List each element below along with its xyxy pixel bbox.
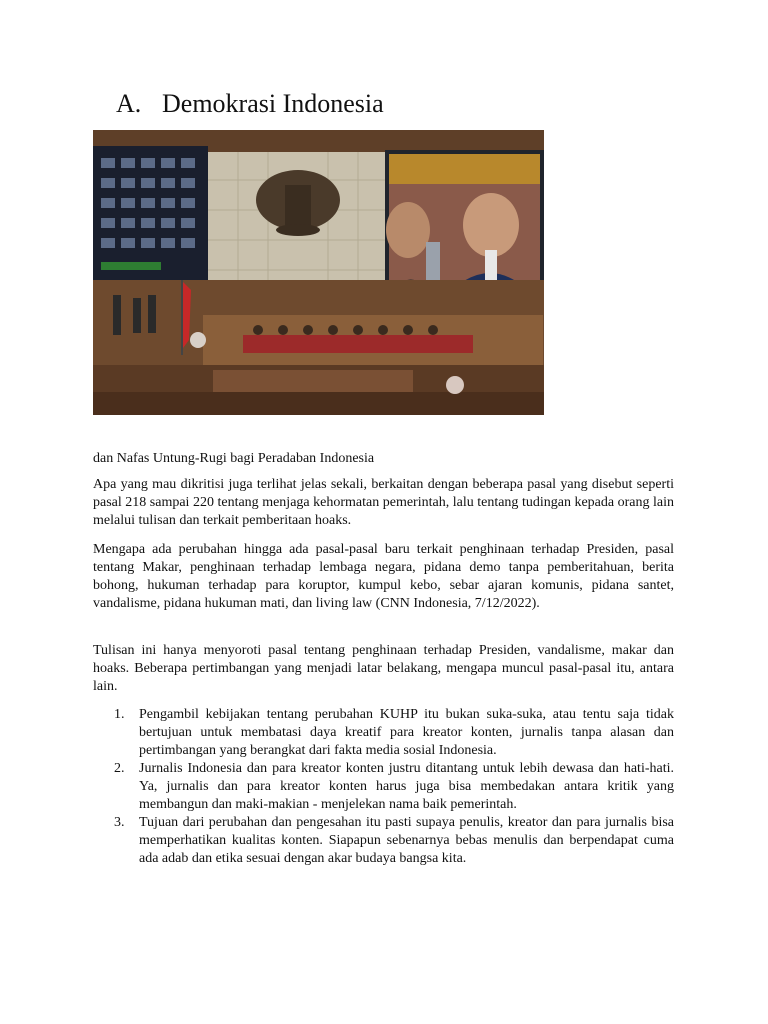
- article-subtitle: dan Nafas Untung-Rugi bagi Peradaban Indonesia: [93, 451, 375, 466]
- list-item-text: Pengambil kebijakan tentang perubahan KUHP itu bukan suka-suka, atau tentu saja tidak bertujuan untuk membatasi daya kreatif para kreator konten, jurnalis tanpa alasan dan pertimbangan yang berangkat dari fakta media sosial Indonesia.: [139, 707, 674, 758]
- paragraph-2: Mengapa ada perubahan hingga ada pasal-pasal baru terkait penghinaan terhadap Presiden, pasal tentang Makar, penghinaan terhadap lembaga negara, pidana demo tanpa pemberitahuan, berita bohong, hukuman terhadap para koruptor, kumpul kebo, sebar ajaran komunis, pidana santet, vandalisme, pidana hukuman mati, dan living law (CNN Indonesia, 7/12/2022).: [93, 542, 674, 611]
- section-title: Demokrasi Indonesia: [162, 89, 384, 118]
- list-number: 2.: [114, 761, 125, 776]
- list-number: 1.: [114, 707, 125, 722]
- list-item: [93, 760, 674, 814]
- list-item: [93, 814, 674, 868]
- list-item-text: Tujuan dari perubahan dan pengesahan itu pasti supaya penulis, kreator dan para jurnalis bisa memperhatikan kualitas konten. Siapapun sebenarnya bebas menulis dan berpendapat cuma ada adab dan etika sesuai dengan akar budaya bangsa kita.: [139, 815, 674, 866]
- paragraph-3: Tulisan ini hanya menyoroti pasal tentang penghinaan terhadap Presiden, vandalisme, makar dan hoaks. Beberapa pertimbangan yang menjadi latar belakang, mengapa muncul pasal-pasal itu, antara lain.: [93, 643, 674, 694]
- list-item: [93, 706, 674, 760]
- paragraph-1: Apa yang mau dikritisi juga terlihat jelas sekali, berkaitan dengan beberapa pasal yang disebut seperti pasal 218 sampai 220 tentang menjaga kehormatan pemerintah, lalu tentang tudingan kepada orang lain melalui tulisan dan terkait pemberitaan hoaks.: [93, 477, 674, 528]
- numbered-list: [93, 706, 674, 868]
- section-heading: [116, 86, 384, 122]
- list-number: 3.: [114, 815, 125, 830]
- list-item-text: Jurnalis Indonesia dan para kreator konten justru ditantang untuk lebih dewasa dan hati-hati. Ya, jurnalis dan para kreator konten harus juga bisa membedakan antara kritik yang membangun dan maki-makian - menjelekan nama baik pemerintah.: [139, 761, 674, 812]
- section-letter: A.: [116, 89, 142, 118]
- parliament-session-photo: [93, 130, 544, 415]
